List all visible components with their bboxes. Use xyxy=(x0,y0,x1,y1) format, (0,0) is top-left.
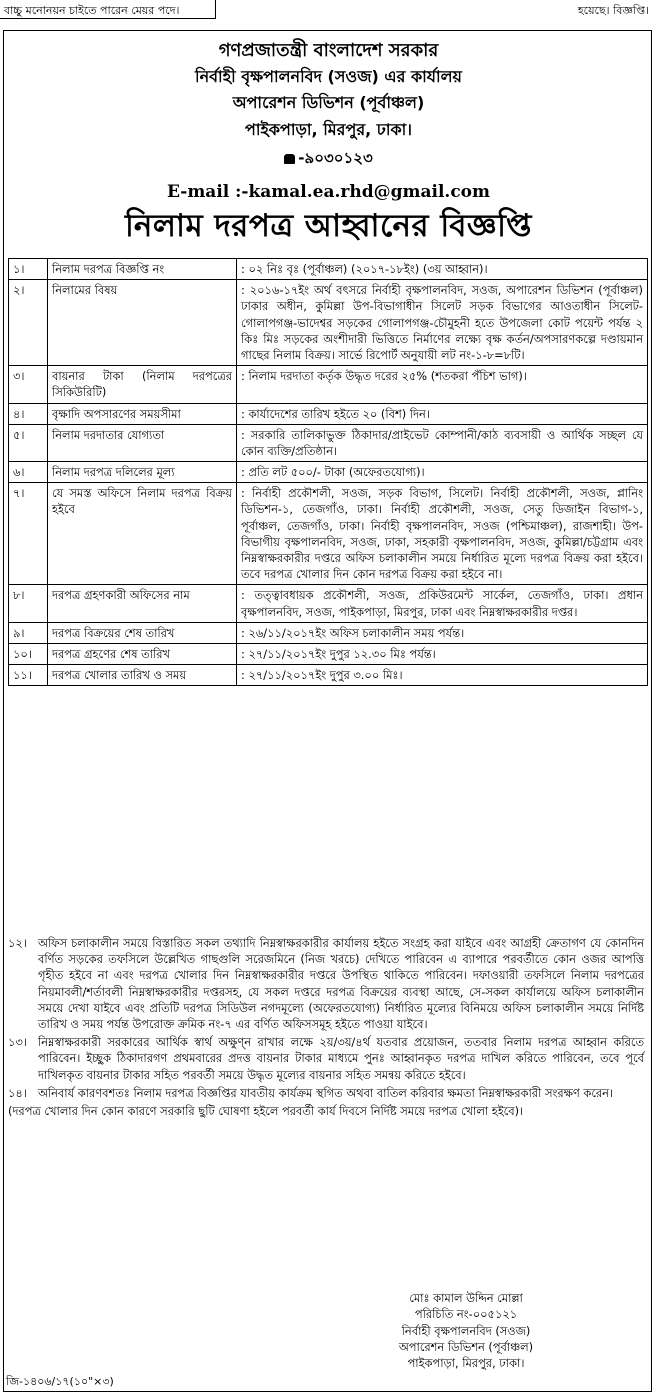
row-label: দরপত্র বিক্রয়ের শেষ তারিখ xyxy=(48,622,237,643)
row-number: ৯। xyxy=(9,622,48,643)
row-number: ৫। xyxy=(9,424,48,461)
adjacent-article-left-text: বাচ্চু মনোনয়ন চাইতে পারেন মেয়র পদে। xyxy=(4,4,180,17)
row-value: : সরকারি তালিকাভুক্ত ঠিকাদার/প্রাইভেট কোম্পানী/কাঠ ব্যবসায়ী ও আর্থিক সচ্ছল যে কোন ব্যক্তি/প্রতিষ্ঠান। xyxy=(237,424,648,461)
table-row xyxy=(9,665,648,686)
table-row xyxy=(9,424,648,461)
phone-number: -৯০৩০১২৩ xyxy=(298,149,373,167)
row-value: : কার্যাদেশের তারিখ হইতে ২০ (বিশ) দিন। xyxy=(237,403,648,424)
row-label: নিলামের বিষয় xyxy=(48,280,237,366)
phone-line xyxy=(0,148,657,169)
table-row xyxy=(9,585,648,622)
row-number: ১০। xyxy=(9,643,48,664)
signatory-address: পাইকপাড়া, মিরপুর, ঢাকা। xyxy=(407,1356,525,1371)
table-row xyxy=(9,366,648,403)
tender-details-table xyxy=(8,258,648,686)
government-heading: গণপ্রজাতন্ত্রী বাংলাদেশ সরকার xyxy=(218,40,439,61)
table-row xyxy=(9,259,648,280)
row-number: ১১। xyxy=(9,665,48,686)
row-number: ৮। xyxy=(9,585,48,622)
row-label: দরপত্র গ্রহণের শেষ তারিখ xyxy=(48,643,237,664)
row-value: : ২০১৬-১৭ইং অর্থ বৎসরে নির্বাহী বৃক্ষপালনবিদ, সওজ, অপারেশন ডিভিশন (পূর্বাঞ্চল) ঢাকার অধীন, কুমিল্লা উপ-বিভাগাধীন সিলেট সড়ক বিভাগের আওতাধীন সিলেট-গোলাপগঞ্জ-ভাদেশ্বর সড়কের গোলাপগঞ্জ-চৌমুহনী হতে উপজেলা কোট পয়েন্ট পর্যন্ত ২ কিঃ মিঃ সড়কের অংশীদারী ভিত্তিতে নির্মাণের লক্ষ্যে বৃক্ষ কর্তন/অপসারণকল্পে দণ্ডায়মান গাছের নিলাম বিক্রয়। সার্ভে রিপোর্ট অনুযায়ী লট নং-১-৮=৮টি। xyxy=(237,280,648,366)
row-label: যে সমস্ত অফিসে নিলাম দরপত্র বিক্রয় হইবে xyxy=(48,483,237,585)
signatory-designation: নির্বাহী বৃক্ষপালনবিদ (সওজ) xyxy=(401,1323,531,1338)
table-row xyxy=(9,643,648,664)
notice-title: নিলাম দরপত্র আহ্বানের বিজ্ঞপ্তি xyxy=(125,208,532,244)
row-label: বায়নার টাকা (নিলাম দরপত্রের সিকিউরিটি) xyxy=(48,366,237,403)
row-value: : নিলাম দরদাতা কর্তৃক উদ্ধৃত দরের ২৫% (শতকরা পঁচিশ ভাগ)। xyxy=(237,366,648,403)
table-row xyxy=(9,622,648,643)
note-text: অফিস চলাকালীন সময়ে বিস্তারিত সকল তথ্যাদি নিম্নস্বাক্ষরকারীর কার্যালয় হইতে সংগ্রহ করা যাইবে এবং আগ্রহী ক্রেতাগণ যে কোনদিন বর্ণিত সড়কের তফসিলে উল্লেখিত গাছগুলি সরেজমিনে (নিজ খরচে) দেখিতে পারিবেন এ ব্যাপারে পরবর্তীতে কোন ওজর আপত্তি গৃহীত হইবে না এবং দরপত্র খোলার দিন নিম্নস্বাক্ষরকারীর দপ্তরে উপস্থিত থাকিতে পারিবেন। দফাওয়ারী তফসিলে নিলাম দরপত্রের নিয়মাবলী/শর্তাবলী নিম্নস্বাক্ষরকারীর দপ্তরসহ, যে সকল দপ্তরে দরপত্র বিক্রয়ের ব্যবস্থা আছে, সে-সকল কার্যালয়ে অফিস চলাকালীন সময়ে দেখা যাইবে এবং প্রতিটি দরপত্র সিডিউল নগদমূল্যে (অফেরতযোগ্য) নির্ধারিত মূল্যের বিনিময়ে অফিস চলাকালীন সময়ে নির্দিষ্ট তারিখ ও সময় পর্যন্ত উপরোক্ত ক্রমিক নং-৭ এর বর্ণিত অফিসসমূহ হইতে পাওয়া যাইবে। xyxy=(38,936,644,1031)
signatory-id: পরিচিতি নং-০০৫১২১ xyxy=(414,1307,518,1322)
table-row xyxy=(9,403,648,424)
office-address: পাইকপাড়া, মিরপুর, ঢাকা। xyxy=(244,120,413,139)
division-name: অপারেশন ডিভিশন (পূর্বাঞ্চল) xyxy=(232,93,425,112)
row-label: নিলাম দরদাতার যোগ্যতা xyxy=(48,424,237,461)
row-value: : ২৭/১১/২০১৭ইং দুপুর ১২.৩০ মিঃ পর্যন্ত। xyxy=(237,643,648,664)
note-item xyxy=(8,1034,644,1083)
row-value: : তত্ত্বাবধায়ক প্রকৌশলী, সওজ, প্রকিউরমেন্ট সার্কেল, তেজগাঁও, ঢাকা। প্রধান বৃক্ষপালনবিদ, সওজ, পাইকপাড়া, মিরপুর, ঢাকা এবং নিম্নস্বাক্ষরকারীর দপ্তর। xyxy=(237,585,648,622)
office-name: নির্বাহী বৃক্ষপালনবিদ (সওজ) এর কার্যালয় xyxy=(195,67,462,86)
row-value: : ০২ নিঃ বৃঃ (পূর্বাঞ্চল) (২০১৭-১৮ইং) (৩য় আহ্বান)। xyxy=(237,259,648,280)
row-number: ৬। xyxy=(9,462,48,483)
row-value: : ২৭/১১/২০১৭ইং দুপুর ৩.০০ মিঃ। xyxy=(237,665,648,686)
row-number: ৩। xyxy=(9,366,48,403)
reference-code: জি-১৪০৬/১৭(১০"×৩) xyxy=(6,1375,114,1388)
row-label: দরপত্র গ্রহণকারী অফিসের নাম xyxy=(48,585,237,622)
signatory-division: অপারেশন ডিভিশন (পূর্বাঞ্চল) xyxy=(398,1339,534,1354)
table-row xyxy=(9,280,648,366)
row-label: নিলাম দরপত্র বিজ্ঞপ্তি নং xyxy=(48,259,237,280)
table-row xyxy=(9,462,648,483)
telephone-icon xyxy=(284,154,295,164)
row-number: ৭। xyxy=(9,483,48,585)
row-label: দরপত্র খোলার তারিখ ও সময় xyxy=(48,665,237,686)
note-item xyxy=(8,935,644,1032)
note-number: ১৪। xyxy=(8,1085,27,1100)
top-strip xyxy=(0,0,657,22)
note-number: ১৩। xyxy=(8,1035,27,1050)
note-text: নিম্নস্বাক্ষরকারী সরকারের আর্থিক স্বার্থ অক্ষুণ্ন রাখার লক্ষে ২য়/৩য়/৪র্থ যতবার প্রয়োজন, ততবার নিলাম দরপত্র আহ্বান করিতে পারিবেন। ইচ্ছুক ঠিকাদারগণ প্রথমবারের প্রদত্ত বায়নার টাকার মাধ্যমে পুনঃ আহ্বানকৃত দরপত্র দাখিল করিতে পারিবেন, তবে পূর্বে দাখিলকৃত বায়নার টাকার সহিত পরবর্তী সময়ে উদ্ধৃত মূল্যের বায়নার সহিত সমন্বয় করিতে হইবে। xyxy=(38,1035,644,1082)
row-number: ৪। xyxy=(9,403,48,424)
email-line: E-mail :-kamal.ea.rhd@gmail.com xyxy=(166,182,491,202)
signatory-name: মোঃ কামাল উদ্দিন মোল্লা xyxy=(409,1291,523,1305)
row-value: : ২৬/১১/২০১৭ইং অফিস চলাকালীন সময় পর্যন্ত। xyxy=(237,622,648,643)
closing-note: (দরপত্র খোলার দিন কোন কারণে সরকারি ছুটি ঘোষণা হইলে পরবর্তী কার্য দিবসে নির্দিষ্ট সময়ে দরপত্র খোলা হইবে)। xyxy=(8,1103,524,1118)
note-text: অনিবার্য কারণবশতঃ নিলাম দরপত্র বিজ্ঞপ্তির যাবতীয় কার্যক্রম স্থগিত অথবা বাতিল করিবার ক্ষমতা নিম্নস্বাক্ষরকারী সংরক্ষণ করেন। xyxy=(38,1085,614,1100)
row-value: : প্রতি লট ৫০০/- টাকা (অফেরতযোগ্য)। xyxy=(237,462,648,483)
table-row xyxy=(9,483,648,585)
note-item xyxy=(8,1085,644,1101)
row-number: ১। xyxy=(9,259,48,280)
row-label: বৃক্ষাদি অপসারণের সময়সীমা xyxy=(48,403,237,424)
signature-block xyxy=(356,1290,576,1371)
adjacent-article-right-text: হয়েছে। বিজ্ঞপ্তি। xyxy=(577,4,649,17)
row-label: নিলাম দরপত্র দলিলের মূল্য xyxy=(48,462,237,483)
notes-section xyxy=(8,935,644,1119)
row-value: : নির্বাহী প্রকৌশলী, সওজ, সড়ক বিভাগ, সিলেট। নির্বাহী প্রকৌশলী, সওজ, প্লানিং ডিভিশন-১, তেজগাঁও, ঢাকা। নির্বাহী প্রকৌশলী, সওজ, সেতু ডিজাইন বিভাগ-১, পূর্বাঞ্চল, তেজগাঁও, ঢাকা। নির্বাহী বৃক্ষপালনবিদ, সওজ (পশ্চিমাঞ্চল), রাজশাহী। উপ-বিভাগীয় বৃক্ষপালনবিদ, সওজ, ঢাকা, সহকারী বৃক্ষপালনবিদ, সওজ, কুমিল্লা/চট্টগ্রাম এবং নিম্নস্বাক্ষরকারীর দপ্তরে অফিস চলাকালীন সময়ে নির্ধারিত মূল্যে দরপত্র বিক্রয় করা হইবে। তবে দরপত্র খোলার দিন কোন দরপত্র বিক্রয় করা হইবে না। xyxy=(237,483,648,585)
note-number: ১২। xyxy=(8,936,27,950)
row-number: ২। xyxy=(9,280,48,366)
